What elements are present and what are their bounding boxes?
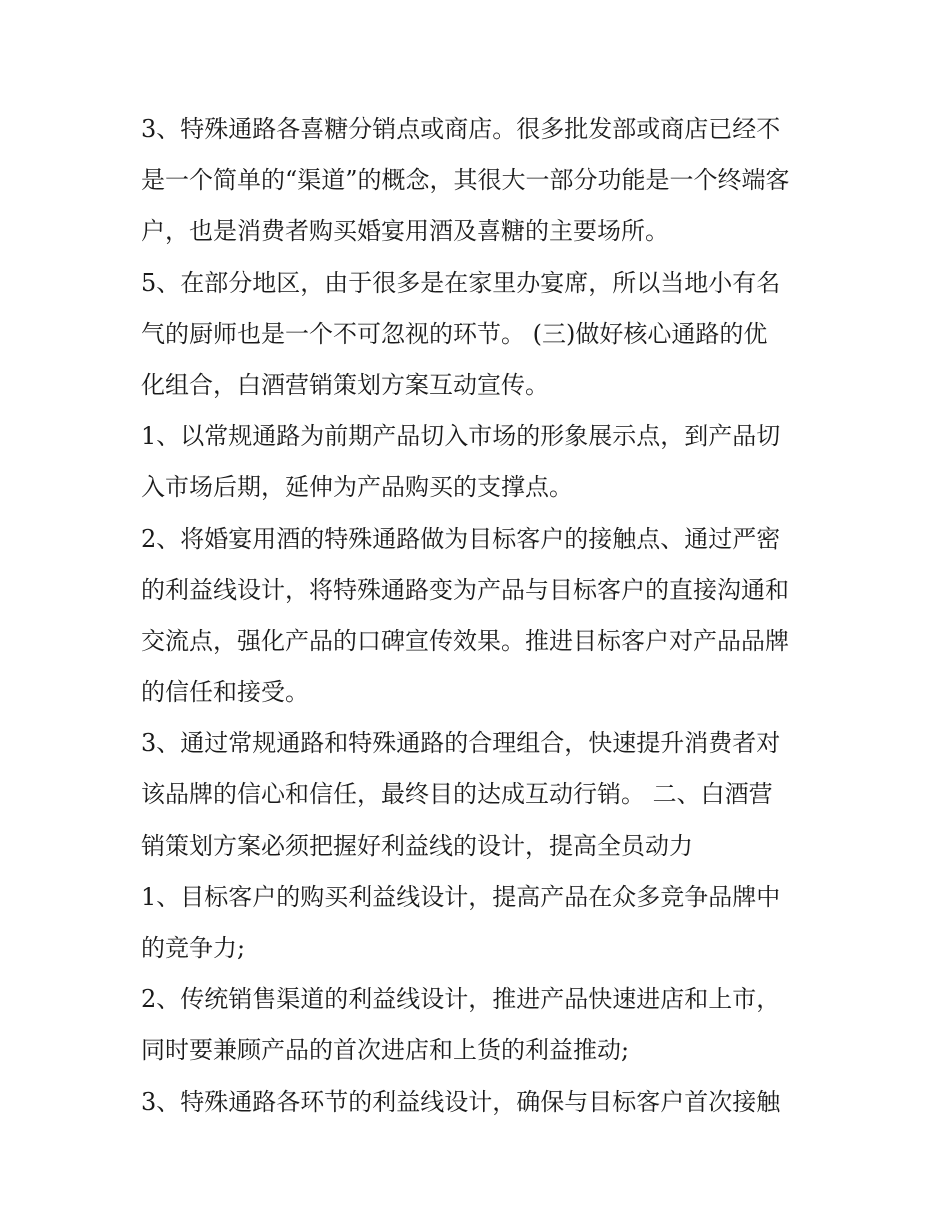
text-line: 3、特殊通路各喜糖分销点或商店。很多批发部或商店已经不	[141, 115, 781, 143]
text-line: 气的厨师也是一个不可忽视的环节。 (三)做好核心通路的优	[141, 319, 768, 348]
text-line: 1、目标客户的购买利益线设计，提高产品在众多竞争品牌中	[141, 882, 781, 911]
text-line: 2、传统销售渠道的利益线设计，推进产品快速进店和上市，	[141, 985, 781, 1014]
text-line: 该品牌的信心和信任，最终目的达成互动行销。 二、白酒营	[141, 780, 773, 809]
text-line: 3、通过常规通路和特殊通路的合理组合，快速提升消费者对	[141, 729, 781, 758]
text-line: 户，也是消费者购买婚宴用酒及喜糖的主要场所。	[141, 217, 669, 246]
text-line: 2、将婚宴用酒的特殊通路做为目标客户的接触点、通过严密	[141, 524, 781, 553]
text-line: 1、以常规通路为前期产品切入市场的形象展示点，到产品切	[141, 422, 781, 451]
text-line: 的利益线设计，将特殊通路变为产品与目标客户的直接沟通和	[141, 575, 789, 604]
text-line: 5、在部分地区，由于很多是在家里办宴席，所以当地小有名	[141, 268, 781, 297]
text-line: 3、特殊通路各环节的利益线设计，确保与目标客户首次接触	[141, 1087, 781, 1116]
text-line: 的竞争力;	[141, 934, 246, 962]
text-line: 是一个简单的“渠道”的概念，其很大一部分功能是一个终端客	[141, 166, 790, 195]
text-line: 的信任和接受。	[141, 678, 309, 707]
text-line: 交流点，强化产品的口碑宣传效果。推进目标客户对产品品牌	[141, 626, 789, 655]
text-line: 入市场后期，延伸为产品购买的支撑点。	[141, 473, 573, 502]
text-line: 同时要兼顾产品的首次进店和上货的利益推动;	[141, 1036, 630, 1065]
text-line: 化组合，白酒营销策划方案互动宣传。	[141, 370, 549, 399]
document-body	[141, 104, 821, 1128]
text-line: 销策划方案必须把握好利益线的设计，提高全员动力	[141, 831, 693, 860]
